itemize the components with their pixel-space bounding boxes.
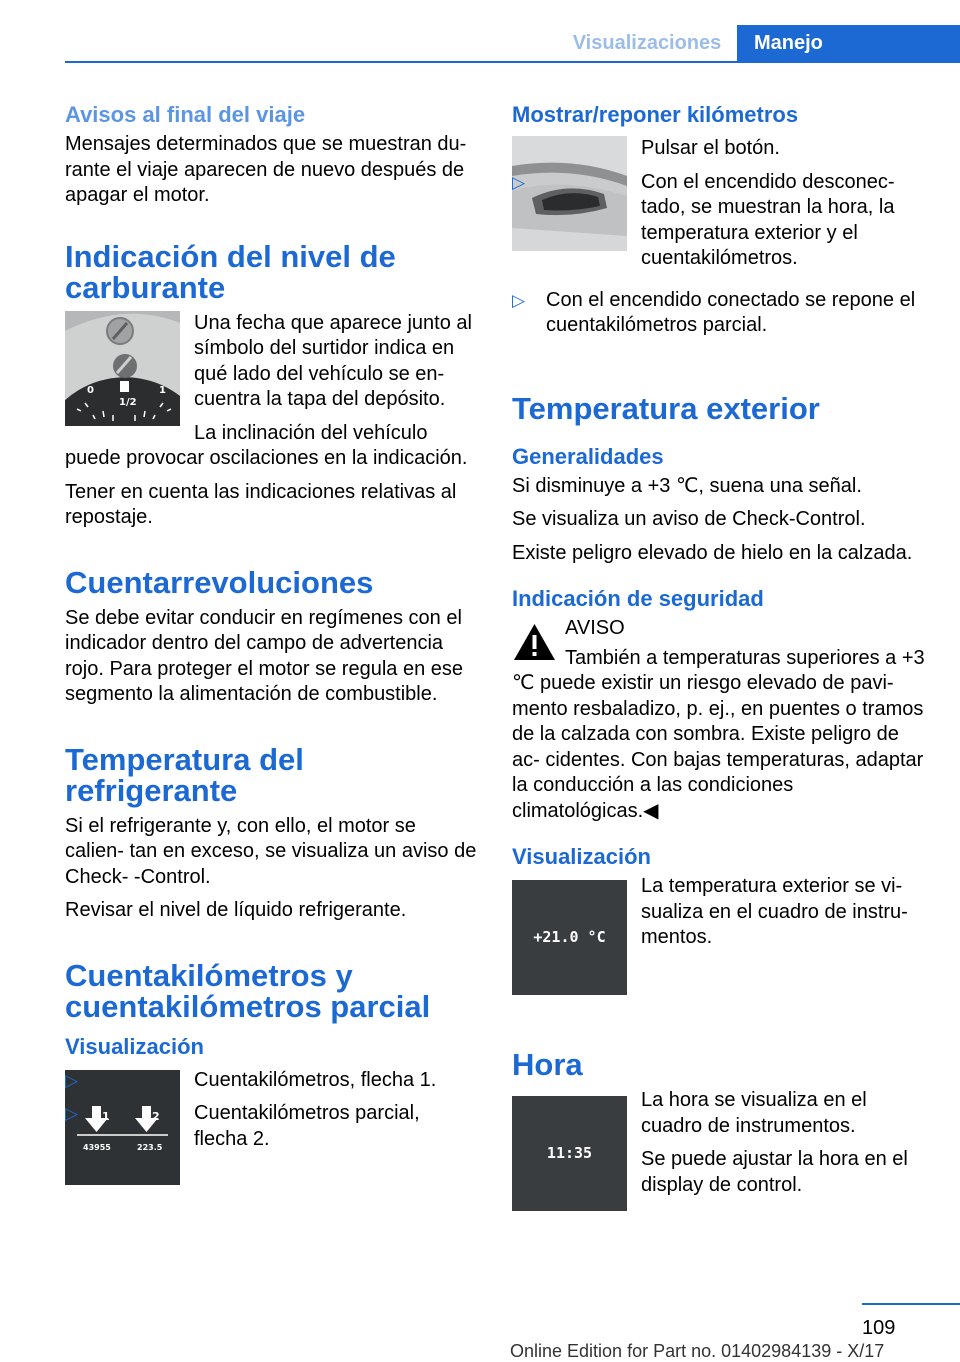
- temp-heading: Temperatura exterior: [512, 390, 820, 426]
- refrig-text-1: Si el refrigerante y, con ello, el motor se calien‐ tan en exceso, se visualiza un aviso de Check‐ ‐Control.: [65, 814, 477, 888]
- nivel-text-3: Tener en cuenta las indicaciones relativas al repostaje.: [65, 480, 457, 528]
- mostrar-text: Pulsar el botón.: [641, 137, 780, 159]
- list-item: [65, 1068, 477, 1094]
- mostrar-heading: Mostrar/reponer kilómetros: [512, 102, 799, 127]
- vis-subheading: Visualización: [512, 844, 651, 869]
- list-item-text: Cuentakilómetros, flecha 1.: [194, 1068, 437, 1091]
- odo-heading: Cuentakilómetros y cuentakilómetros parcial: [65, 957, 431, 1024]
- edition-text: Online Edition for Part no. 01402984139 - X/17: [510, 1341, 885, 1361]
- nivel-text-1: Una fecha que aparece junto al símbolo del surtidor indica en qué lado del vehículo se en‐ cuentra la tapa del depósito.: [194, 311, 472, 410]
- gen-subheading: Generalidades: [512, 443, 664, 469]
- list-item-text: Cuentakilómetros parcial, flecha 2.: [194, 1102, 420, 1150]
- cuentarrev-text: Se debe evitar conducir en regímenes con el indicador dentro del campo de advertencia rojo. Para proteger el motor se regula en ese segmento la alimentación de combustible.: [65, 606, 463, 705]
- gauge-one-label: 1: [159, 384, 166, 396]
- aviso-text: También a temperaturas superiores a +3 ℃ puede existir un riesgo elevado de pavi‐ mento resbaladizo, p. ej., en puentes o tramos de la calzada con sombra. Existe peligro de ac‐ cidentes. Con bajas temperaturas, adaptar la conducción a las condiciones climatológicas.◀: [512, 646, 925, 822]
- odo-list: [65, 1068, 477, 1153]
- gauge-half-label: 1/2: [119, 396, 137, 408]
- vis-text: La temperatura exterior se vi‐ sualiza en el cuadro de instru‐ mentos.: [641, 875, 908, 948]
- avisos-text: Mensajes determinados que se muestran du‐ rante el viaje aparecen de nuevo después de apagar el motor.: [65, 133, 467, 206]
- gen-text-3: Existe peligro elevado de hielo en la calzada.: [512, 541, 913, 564]
- arrow-bullet-icon: ▷: [512, 172, 526, 192]
- temp-display-value: +21.0 °C: [533, 928, 606, 946]
- nivel-heading: Indicación del nivel de carburante: [65, 238, 396, 305]
- page-number: 109: [862, 1317, 896, 1339]
- mostrar-list-1: [512, 170, 927, 272]
- clock-display-figure: [512, 1096, 627, 1211]
- left-column: [65, 100, 477, 1191]
- gen-text-1: Si disminuye a +3 ℃, suena una señal.: [512, 474, 862, 497]
- footer-rule: [862, 1303, 960, 1305]
- nivel-text-2: La inclinación del vehículo puede provocar oscilaciones en la indicación.: [65, 421, 468, 469]
- seg-subheading: Indicación de seguridad: [512, 586, 764, 611]
- aviso-label: AVISO: [565, 617, 625, 639]
- clock-display-value: 11:35: [546, 1144, 593, 1162]
- odo-arrow-2-label: 2: [152, 1109, 160, 1123]
- hora-heading: Hora: [512, 1047, 583, 1082]
- hora-text-2: Se puede ajustar la hora en el display de control.: [641, 1148, 908, 1196]
- right-column: [512, 100, 927, 1217]
- mostrar-list-2: [512, 280, 927, 339]
- section-tab: Visualizaciones: [572, 32, 722, 54]
- list-item: [65, 1101, 477, 1152]
- odo-value-2: 223.5: [137, 1142, 163, 1152]
- list-item-text: Con el encendido desconec‐ tado, se muestran la hora, la temperatura exterior y el cuentakilómetros.: [641, 170, 895, 269]
- odo-value-1: 43955: [83, 1142, 111, 1152]
- list-item-text: Con el encendido conectado se repone el cuentakilómetros parcial.: [546, 288, 916, 336]
- warning-triangle-icon: [512, 622, 557, 662]
- avisos-heading: Avisos al final del viaje: [65, 102, 306, 127]
- gen-text-2: Se visualiza un aviso de Check-Control.: [512, 508, 866, 530]
- list-item: [512, 170, 927, 272]
- odo-arrow-1-label: 1: [102, 1109, 110, 1123]
- arrow-bullet-icon: ▷: [512, 290, 526, 310]
- header-rule: [65, 61, 960, 63]
- arrow-bullet-icon: ▷: [65, 1070, 79, 1090]
- odo-subheading: Visualización: [65, 1033, 204, 1059]
- refrig-heading: Temperatura del refrigerante: [65, 741, 304, 808]
- list-item: [512, 288, 927, 339]
- gauge-zero-label: 0: [87, 384, 94, 396]
- fuel-gauge-figure: [65, 311, 180, 426]
- refrig-text-2: Revisar el nivel de líquido refrigerante.: [65, 899, 407, 921]
- cuentarrev-heading: Cuentarrevoluciones: [65, 564, 374, 600]
- chapter-tab: Manejo: [737, 25, 960, 62]
- temp-display-figure: [512, 880, 627, 995]
- hora-text-1: La hora se visualiza en el cuadro de instrumentos.: [641, 1089, 867, 1137]
- arrow-bullet-icon: ▷: [65, 1104, 79, 1123]
